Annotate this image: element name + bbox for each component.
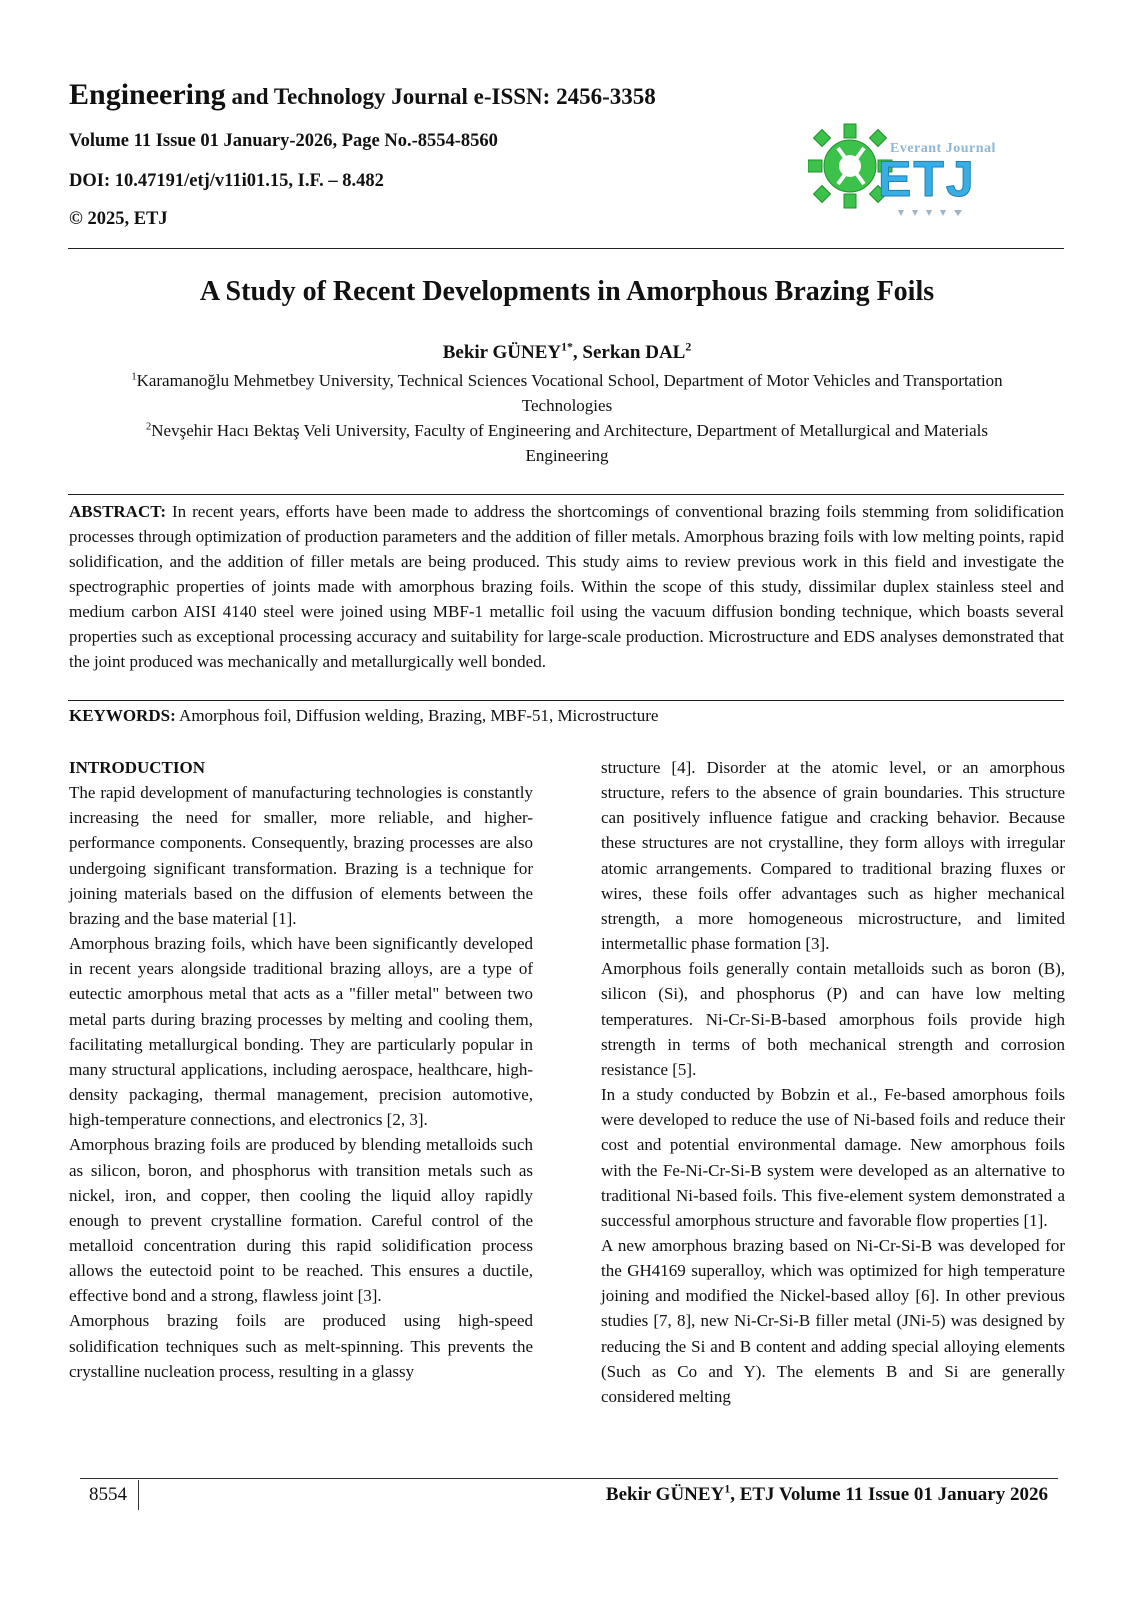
running-footer: [606, 1484, 1048, 1506]
body-paragraph: A new amorphous brazing based on Ni-Cr-Si-B was developed for the GH4169 superalloy, which was optimized for high temperature joining and modified the Nickel-based alloy [6]. In other previous studies [7, 8], new Ni-Cr-Si-B filler metal (JNi-5) was designed by reducing the Si and B content and adding special alloying elements (Such as Co and Y). The elements B and Si are generally considered melting: [601, 1235, 1065, 1406]
author-affiliation-mark: 2: [685, 340, 692, 354]
abstract-text: In recent years, efforts have been made to address the shortcomings of conventional brazing foils stemming from solidification processes through optimization of production parameters and the addition of filler metals. Amorphous brazing foils with low melting points, rapid solidification, and the addition of filler metals are being produced. This study aims to review previous work in this field and investigate the spectrographic properties of joints made with amorphous brazing foils. Within the scope of this study, dissimilar duplex stainless steel and medium carbon AISI 4140 steel were joined using MBF-1 metallic foil using the vacuum diffusion bonding technique, which boasts several properties such as exceptional processing accuracy and suitability for large-scale production. Microstructure and EDS analyses demonstrated that the joint produced was mechanically and metallurgically well bonded.: [69, 502, 1064, 671]
abstract-top-divider: [68, 494, 1064, 495]
journal-title-rest: and Technology Journal e-ISSN: 2456-3358: [231, 84, 656, 109]
keywords-divider: [68, 700, 1064, 701]
affiliation-text: Technologies: [521, 396, 613, 415]
abstract: [69, 499, 1064, 674]
body-paragraph: In a study conducted by Bobzin et al., Fe-based amorphous foils were developed to reduce the use of Ni-based foils and reduce their cost and potential environmental damage. New amorphous foils with the Fe-Ni-Cr-Si-B system were developed as an alternative to traditional Ni-based foils. This five-element system demonstrated a successful amorphous structure and favorable flow properties [1].: [601, 1085, 1065, 1230]
left-column: [69, 755, 533, 1384]
author-separator: ,: [572, 342, 583, 363]
body-paragraph: Amorphous brazing foils, which have been significantly developed in recent years alongside traditional brazing alloys, are a type of eutectic amorphous metal that acts as a "filler metal" between two metal parts during brazing processes by melting and cooling them, facilitating metallurgical bonding. They are particularly popular in many structural applications, including aerospace, healthcare, high-density packaging, thermal management, precision automotive, high-temperature connections, and electronics [2, 3].: [69, 934, 533, 1130]
affiliation-text: Karamanoğlu Mehmetbey University, Technical Sciences Vocational School, Department of Motor Vehicles and Transportation: [136, 371, 1003, 390]
affiliation-text: Nevşehir Hacı Bektaş Veli University, Faculty of Engineering and Architecture, Department of Metallurgical and Materials: [151, 421, 988, 440]
keywords-text: Amorphous foil, Diffusion welding, Brazing, MBF-51, Microstructure: [179, 706, 659, 725]
section-heading: INTRODUCTION: [69, 758, 206, 777]
body-paragraph: Amorphous brazing foils are produced using high-speed solidification techniques such as melt-spinning. This prevents the crystalline nucleation process, resulting in a glassy: [69, 1311, 533, 1381]
volume-line: Volume 11 Issue 01 January-2026, Page No.-8554-8560: [69, 131, 498, 151]
copyright-line: © 2025, ETJ: [69, 209, 168, 229]
body-paragraph: The rapid development of manufacturing technologies is constantly increasing the need for smaller, more reliable, and higher-performance components. Consequently, brazing processes are also undergoing significant transformation. Brazing is a technique for joining materials based on the diffusion of elements between the brazing and the base material [1].: [69, 783, 533, 928]
body-paragraph: Amorphous foils generally contain metalloids such as boron (B), silicon (Si), and phosphorus (P) and can have low melting temperatures. Ni-Cr-Si-B-based amorphous foils provide high strength in terms of both mechanical strength and corrosion resistance [5].: [601, 959, 1065, 1079]
journal-title: [69, 78, 656, 112]
body-paragraph: structure [4]. Disorder at the atomic level, or an amorphous structure, refers to the absence of grain boundaries. This structure can positively influence fatigue and cracking behavior. Because these structures are not crystalline, they form alloys with irregular atomic arrangements. Compared to traditional brazing fluxes or wires, these foils offer advantages such as higher mechanical strength, a more homogeneous microstructure, and limited intermetallic phase formation [3].: [601, 758, 1065, 954]
author-name: Serkan DAL: [582, 342, 686, 363]
affiliation-mark: 1: [131, 371, 137, 383]
abstract-label: ABSTRACT:: [69, 502, 166, 521]
body-paragraph: Amorphous brazing foils are produced by blending metalloids such as silicon, boron, and phosphorus with transition metals such as nickel, iron, and copper, then cooling the liquid alloy rapidly enough to prevent crystalline formation. Careful control of the metalloid concentration during this rapid solidification process allows the eutectoid point to be reached. This ensures a ductile, effective bond and a strong, flawless joint [3].: [69, 1135, 533, 1306]
logo-small-text: Everant Journal: [890, 141, 996, 156]
author-list: [69, 342, 1065, 364]
keywords: [69, 703, 1064, 728]
footer-journal-info: , ETJ Volume 11 Issue 01 January 2026: [730, 1484, 1048, 1505]
header-divider: [68, 248, 1064, 249]
author-affiliation-mark: 1*: [561, 340, 573, 354]
right-column: [601, 755, 1065, 1409]
paper-title: A Study of Recent Developments in Amorphous Brazing Foils: [199, 276, 935, 307]
footer-author-mark: 1: [724, 1482, 731, 1496]
affiliation-text: Engineering: [525, 446, 609, 465]
footer-separator: [138, 1480, 139, 1510]
footer-divider: [80, 1478, 1058, 1479]
doi-line: DOI: 10.47191/etj/v11i01.15, I.F. – 8.482: [69, 171, 384, 191]
page-number: 8554: [89, 1484, 127, 1505]
affiliation: [72, 368, 1062, 418]
footer-author: Bekir GÜNEY: [605, 1484, 725, 1505]
affiliation: [72, 418, 1062, 468]
journal-title-word: Engineering: [69, 78, 226, 111]
author-name: Bekir GÜNEY: [442, 342, 562, 363]
affiliation-mark: 2: [146, 421, 152, 433]
keywords-label: KEYWORDS:: [69, 706, 176, 725]
logo-big-text: ETJ: [878, 151, 976, 207]
